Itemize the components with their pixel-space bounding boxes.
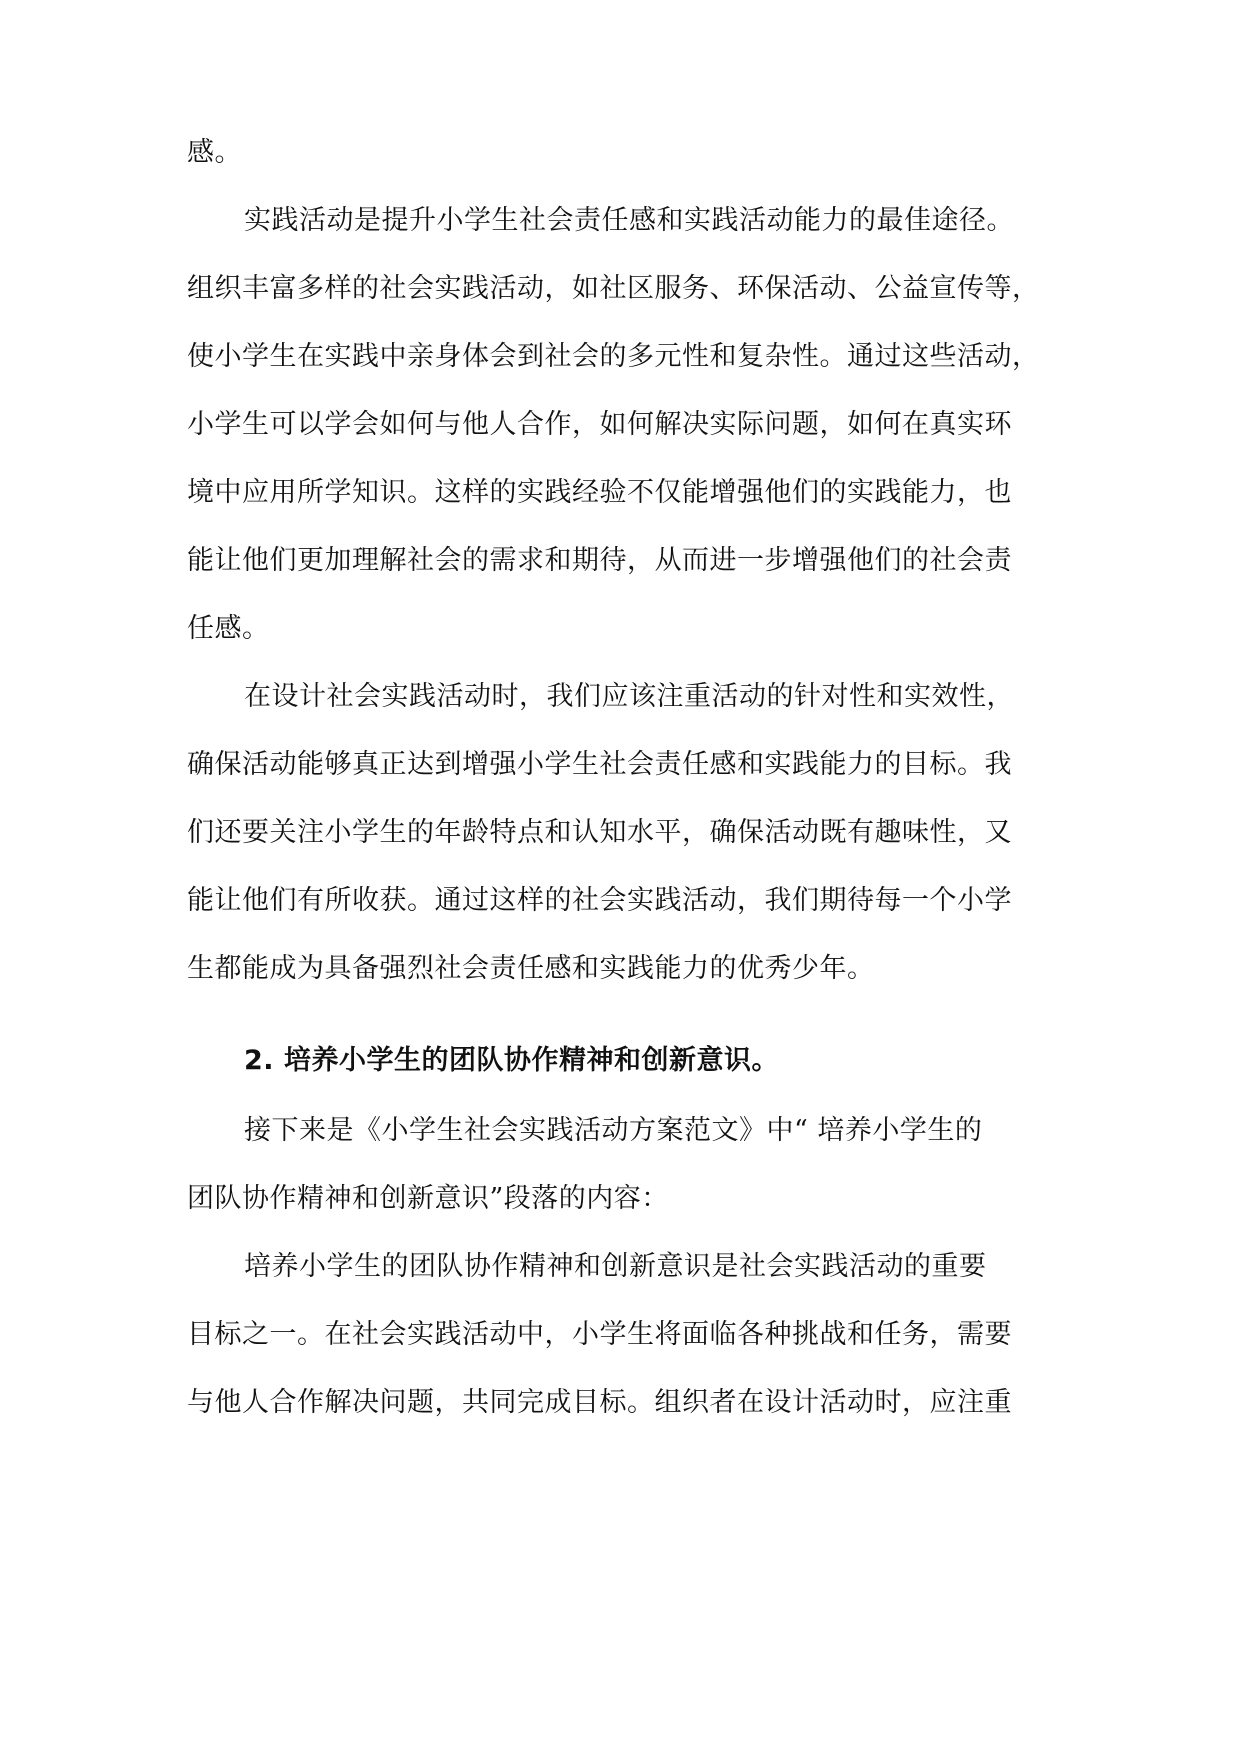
- paragraph-line: 使小学生在实践中亲身体会到社会的多元性和复杂性。通过这些活动，: [187, 341, 1040, 372]
- paragraph-line: 目标之一。在社会实践活动中，小学生将面临各种挑战和任务，需要: [187, 1319, 1012, 1350]
- paragraph-line: 接下来是《小学生社会实践活动方案范文》中“ 培养小学生的: [244, 1115, 983, 1146]
- paragraph-line: 感。: [187, 137, 242, 168]
- paragraph-line: 任感。: [187, 613, 270, 644]
- paragraph-line: 团队协作精神和创新意识”段落的内容：: [187, 1183, 669, 1214]
- paragraph-line: 培养小学生的团队协作精神和创新意识是社会实践活动的重要: [244, 1251, 987, 1282]
- paragraph-line: 实践活动是提升小学生社会责任感和实践活动能力的最佳途径。: [244, 205, 1014, 236]
- section-heading: 2. 培养小学生的团队协作精神和创新意识。: [244, 1045, 779, 1076]
- paragraph-line: 们还要关注小学生的年龄特点和认知水平，确保活动既有趣味性，又: [187, 817, 1012, 848]
- paragraph-line: 组织丰富多样的社会实践活动，如社区服务、环保活动、公益宣传等，: [187, 273, 1040, 304]
- paragraph-line: 确保活动能够真正达到增强小学生社会责任感和实践能力的目标。我: [187, 749, 1012, 780]
- paragraph-line: 与他人合作解决问题，共同完成目标。组织者在设计活动时，应注重: [187, 1387, 1012, 1418]
- paragraph-line: 能让他们更加理解社会的需求和期待，从而进一步增强他们的社会责: [187, 545, 1012, 576]
- paragraph-line: 能让他们有所收获。通过这样的社会实践活动，我们期待每一个小学: [187, 885, 1012, 916]
- paragraph-line: 小学生可以学会如何与他人合作，如何解决实际问题，如何在真实环: [187, 409, 1012, 440]
- paragraph-line: 生都能成为具备强烈社会责任感和实践能力的优秀少年。: [187, 953, 875, 984]
- paragraph-line: 在设计社会实践活动时，我们应该注重活动的针对性和实效性，: [244, 681, 1014, 712]
- paragraph-line: 境中应用所学知识。这样的实践经验不仅能增强他们的实践能力，也: [187, 477, 1012, 508]
